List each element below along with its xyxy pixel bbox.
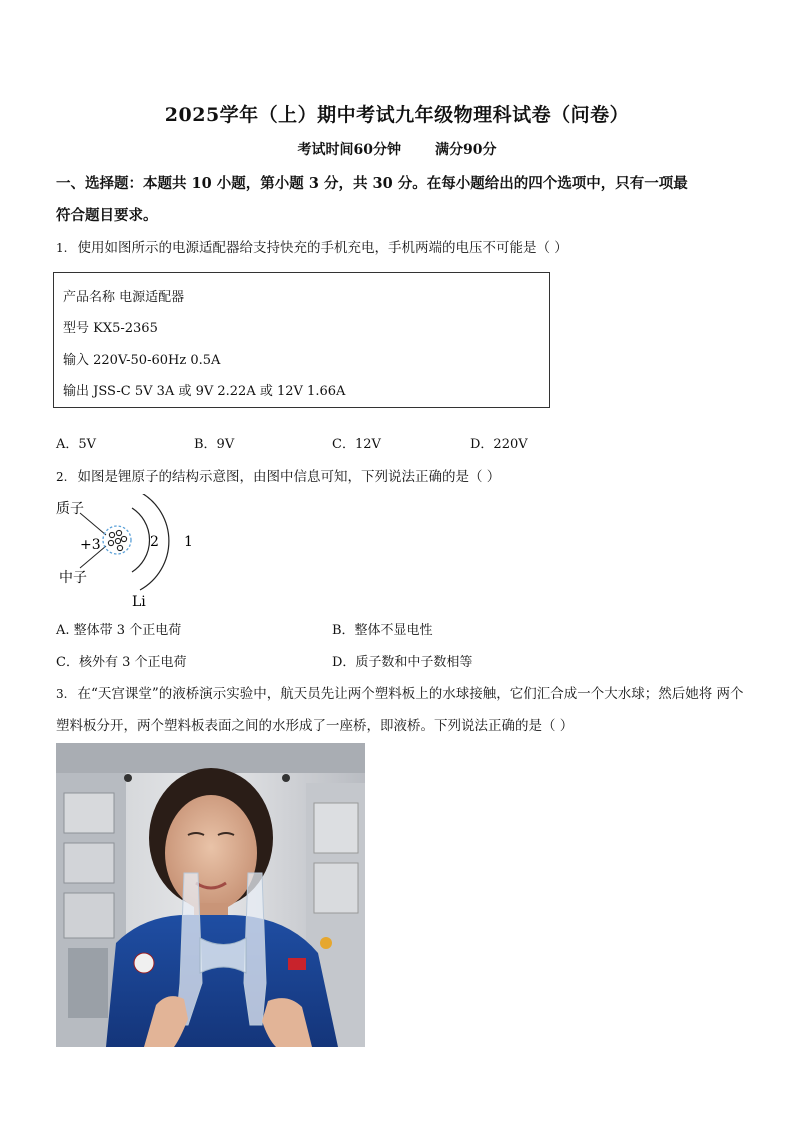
neutron-label: 中子 xyxy=(59,570,87,586)
nuclear-charge-label: +3 xyxy=(80,537,101,553)
q2-option-b: B．整体不显电性 xyxy=(332,623,433,638)
nucleus-particle xyxy=(115,538,120,543)
liquid-bridge-photo xyxy=(56,743,365,1047)
nucleus-particle xyxy=(117,545,122,550)
question-3-line1 xyxy=(56,682,744,702)
question-1-number: 1. xyxy=(56,241,68,255)
spec-output: 输出 JSS-C 5V 3A 或 9V 2.22A 或 12V 1.66A xyxy=(63,384,346,399)
q1-option-c: C．12V xyxy=(332,437,381,452)
question-2 xyxy=(56,465,500,485)
nucleus-particle xyxy=(109,532,114,537)
q2-option-a: A. 整体带 3 个正电荷 xyxy=(56,623,182,638)
section-heading-line1: 一、选择题：本题共 10 小题，第小题 3 分，共 30 分。在每小题给出的四个选项中，只有一项最 xyxy=(56,175,688,192)
question-1 xyxy=(56,236,568,256)
question-2-number: 2. xyxy=(56,470,68,484)
liquid-bridge-photo-svg xyxy=(56,743,365,1047)
spec-product: 产品名称 电源适配器 xyxy=(63,290,185,305)
proton-label: 质子 xyxy=(56,501,84,517)
exam-score: 满分90分 xyxy=(435,142,497,158)
exam-title: 2025学年（上）期中考试九年级物理科试卷（问卷） xyxy=(164,104,630,126)
nucleus-particle xyxy=(116,530,121,535)
adapter-spec-box xyxy=(53,272,550,408)
question-3-line2: 塑料板分开，两个塑料板表面之间的水形成了一座桥，即液桥。下列说法正确的是（ ） xyxy=(56,718,574,734)
q2-option-c: C．核外有 3 个正电荷 xyxy=(56,655,187,670)
exam-time: 考试时间60分钟 xyxy=(297,142,401,158)
spec-model: 型号 KX5-2365 xyxy=(63,321,158,336)
q1-option-d: D．220V xyxy=(470,437,528,452)
question-3-number: 3. xyxy=(56,687,68,701)
spec-input: 输入 220V-50-60Hz 0.5A xyxy=(63,353,221,368)
section-heading-line2: 符合题目要求。 xyxy=(56,207,158,224)
question-2-text: 如图是锂原子的结构示意图，由图中信息可知，下列说法正确的是（ ） xyxy=(77,469,501,485)
lithium-atom-diagram xyxy=(54,494,204,612)
lithium-atom-svg xyxy=(54,494,204,612)
exam-subtitle xyxy=(0,139,794,159)
nucleus-particle xyxy=(121,536,126,541)
q1-option-a: A．5V xyxy=(56,437,97,452)
question-1-text: 使用如图所示的电源适配器给支持快充的手机充电，手机两端的电压不可能是（ ） xyxy=(77,240,568,256)
electron-shell-1 xyxy=(132,508,150,572)
nucleus-particle xyxy=(108,540,113,545)
question-3-text-line1: 在“天宫课堂”的液桥演示实验中，航天员先让两个塑料板上的水球接触，它们汇合成一个大水球；然后她将 两个 xyxy=(77,686,744,702)
shell-1-electron-count: 2 xyxy=(150,534,159,550)
element-symbol: Li xyxy=(132,594,146,610)
q1-option-b: B．9V xyxy=(194,437,235,452)
q2-option-d: D．质子数和中子数相等 xyxy=(332,655,473,670)
shell-2-electron-count: 1 xyxy=(184,534,193,550)
